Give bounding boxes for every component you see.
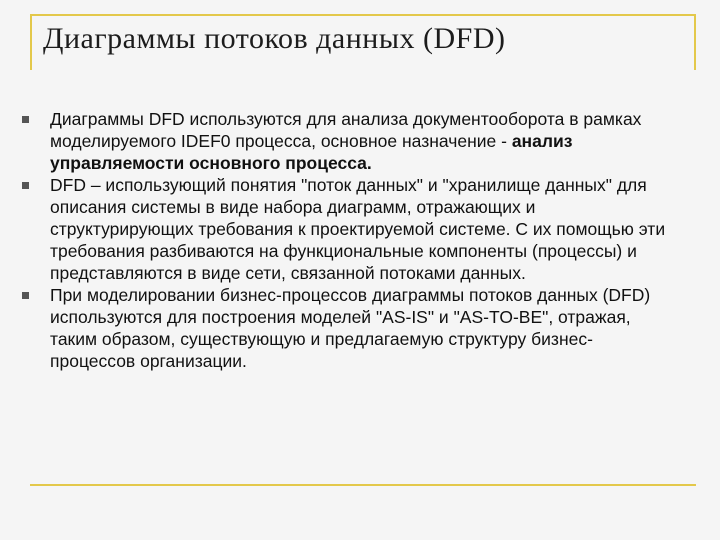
square-bullet-icon — [22, 116, 29, 123]
bullet-item — [22, 174, 672, 284]
square-bullet-icon — [22, 182, 29, 189]
bullet-text: DFD – использующий понятия "поток данных" и "хранилище данных" для описания системы в виде набора диаграмм, отражающих и структурирующих требования к проектируемой системе. С их помощью эти требования разбиваются на функциональные компоненты (процессы) и представляются в виде сети, связанной потоками данных. — [50, 175, 666, 283]
bullet-text: Диаграммы DFD используются для анализа документооборота в рамках моделируемого IDEF0 процесса, основное назначение - — [50, 109, 642, 151]
bullet-item — [22, 108, 672, 174]
bullet-text: При моделировании бизнес-процессов диаграммы потоков данных (DFD) используются для построения моделей "AS-IS" и "AS-TO-BE", отражая, таким образом, существующую и предлагаемую структуру бизнес-процессов организации. — [50, 285, 651, 371]
slide-title: Диаграммы потоков данных (DFD) — [43, 22, 506, 55]
bullet-bold-text: анализ управляемости основного процесса. — [50, 131, 573, 173]
bullet-list — [22, 108, 672, 372]
square-bullet-icon — [22, 292, 29, 299]
title-frame-right-line — [694, 14, 696, 70]
bullet-item — [22, 284, 672, 372]
title-frame-top-line — [30, 14, 696, 16]
title-frame-left-line — [30, 14, 32, 70]
bottom-divider — [30, 484, 696, 486]
